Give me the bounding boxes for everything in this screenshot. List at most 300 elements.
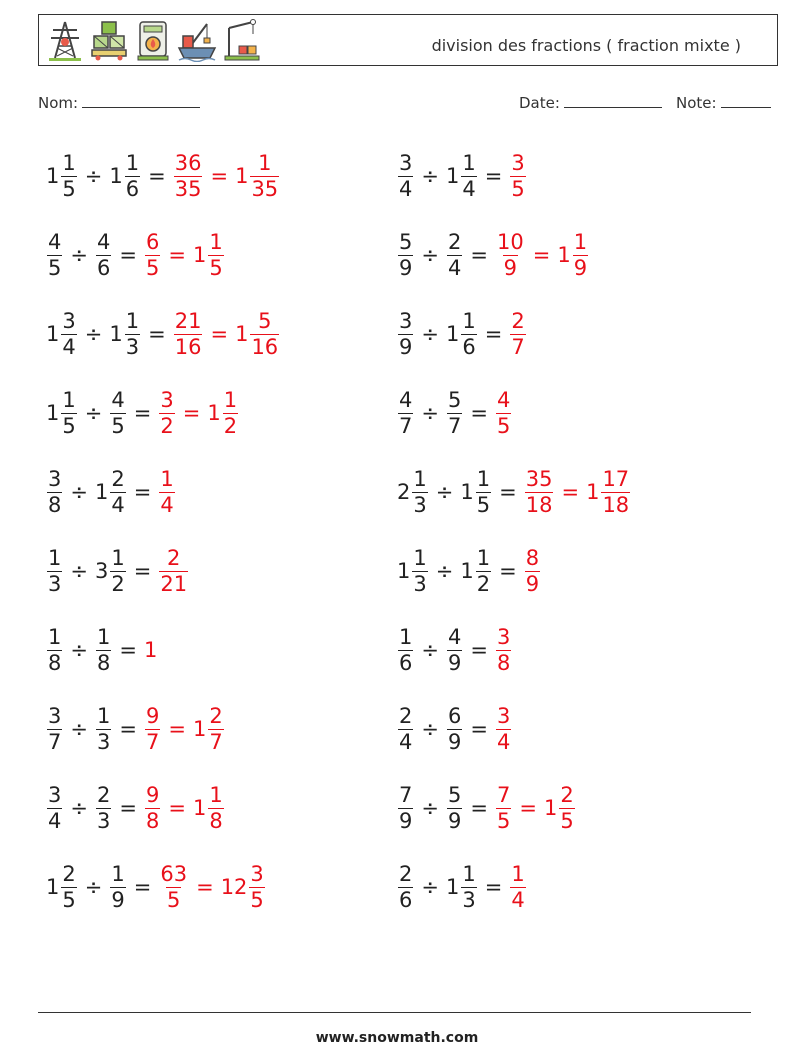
divisor-denominator: 6 bbox=[125, 176, 140, 201]
divisor-denominator: 8 bbox=[96, 650, 111, 675]
answer-improper-numerator: 3 bbox=[511, 151, 525, 176]
answer-improper-denominator: 16 bbox=[174, 334, 202, 359]
answer-improper-denominator: 5 bbox=[145, 255, 160, 280]
divide-sign: ÷ bbox=[84, 401, 103, 425]
divisor-numerator: 4 bbox=[96, 230, 111, 255]
divisor-numerator: 5 bbox=[447, 783, 462, 808]
problem-item bbox=[46, 620, 157, 680]
answer-mixed-fraction bbox=[601, 468, 630, 515]
answer-improper-denominator: 7 bbox=[511, 334, 525, 359]
answer-mixed-fraction bbox=[573, 231, 588, 278]
divide-sign: ÷ bbox=[421, 401, 439, 425]
dividend-denominator: 7 bbox=[48, 729, 62, 754]
answer-mixed-whole: 1 bbox=[207, 401, 221, 425]
dividend-denominator: 8 bbox=[48, 650, 62, 675]
divisor-numerator: 2 bbox=[447, 230, 462, 255]
divisor-denominator: 3 bbox=[462, 887, 476, 912]
answer-mixed-whole: 1 bbox=[557, 243, 571, 267]
dividend-fraction bbox=[398, 784, 413, 831]
answer-equals-sign: = bbox=[519, 796, 537, 820]
dividend-whole: 2 bbox=[397, 480, 411, 504]
dividend-numerator: 3 bbox=[399, 151, 413, 176]
grade-line[interactable] bbox=[721, 93, 771, 108]
answer-improper-numerator: 4 bbox=[496, 388, 511, 413]
equals-sign: = bbox=[499, 480, 517, 504]
answer-equals-sign: = bbox=[561, 480, 580, 504]
problem-item bbox=[46, 778, 225, 838]
divisor-denominator: 3 bbox=[96, 808, 111, 833]
answer-mixed-fraction bbox=[559, 784, 574, 831]
dividend-fraction bbox=[398, 231, 413, 278]
dividend-fraction bbox=[398, 626, 413, 673]
dividend-fraction bbox=[398, 389, 413, 436]
answer-mixed-whole: 1 bbox=[192, 717, 207, 741]
dividend-numerator: 3 bbox=[48, 467, 62, 492]
answer-improper-fraction bbox=[145, 231, 160, 278]
divisor-numerator: 4 bbox=[447, 625, 462, 650]
answer-equals-sign: = bbox=[168, 243, 186, 267]
answer-mixed-whole: 1 bbox=[586, 480, 600, 504]
answer-mixed-numerator: 17 bbox=[602, 467, 630, 492]
divisor-numerator: 1 bbox=[111, 546, 125, 571]
answer-improper-numerator: 8 bbox=[525, 546, 540, 571]
answer-improper-fraction bbox=[159, 389, 174, 436]
date-field[interactable] bbox=[519, 93, 662, 112]
cargo-crates-icon bbox=[89, 18, 129, 62]
answer-mixed-denominator: 2 bbox=[223, 413, 238, 438]
dividend-numerator: 2 bbox=[62, 862, 76, 887]
dividend-numerator: 1 bbox=[413, 467, 427, 492]
divisor-numerator: 4 bbox=[111, 388, 125, 413]
divisor-numerator: 2 bbox=[96, 783, 111, 808]
divide-sign: ÷ bbox=[421, 322, 439, 346]
divisor-numerator: 1 bbox=[462, 862, 476, 887]
divisor-whole: 3 bbox=[94, 559, 109, 583]
equals-sign: = bbox=[119, 638, 137, 662]
name-label: Nom: bbox=[38, 94, 79, 112]
dividend-numerator: 4 bbox=[399, 388, 413, 413]
answer-improper-denominator: 21 bbox=[160, 571, 188, 596]
fuel-tank-icon bbox=[133, 18, 173, 62]
answer-mixed-fraction bbox=[223, 389, 238, 436]
date-line[interactable] bbox=[564, 93, 662, 108]
answer-improper-denominator: 8 bbox=[496, 650, 511, 675]
answer-equals-sign: = bbox=[210, 322, 229, 346]
dividend-denominator: 4 bbox=[48, 808, 62, 833]
answer-improper-numerator: 35 bbox=[525, 467, 553, 492]
dividend-denominator: 3 bbox=[48, 571, 62, 596]
name-field[interactable] bbox=[38, 93, 200, 112]
divisor-numerator: 1 bbox=[462, 309, 476, 334]
divisor-denominator: 4 bbox=[447, 255, 462, 280]
dividend-whole: 1 bbox=[46, 164, 60, 188]
dividend-denominator: 9 bbox=[399, 334, 413, 359]
divisor-fraction bbox=[125, 310, 140, 357]
equals-sign: = bbox=[133, 480, 152, 504]
answer-mixed-whole: 1 bbox=[192, 243, 207, 267]
answer-mixed-numerator: 2 bbox=[560, 783, 574, 808]
answer-improper-denominator: 4 bbox=[511, 887, 525, 912]
divisor-fraction bbox=[461, 310, 476, 357]
answer-mixed-fraction bbox=[208, 784, 223, 831]
equals-sign: = bbox=[470, 401, 488, 425]
dividend-denominator: 6 bbox=[399, 650, 413, 675]
answer-improper-denominator: 2 bbox=[160, 413, 174, 438]
dividend-whole: 1 bbox=[397, 559, 411, 583]
answer-improper-numerator: 9 bbox=[145, 783, 160, 808]
answer-improper-denominator: 5 bbox=[496, 808, 511, 833]
answer-improper-fraction bbox=[496, 705, 511, 752]
answer-mixed-numerator: 3 bbox=[250, 862, 264, 887]
equals-sign: = bbox=[133, 401, 152, 425]
answer-improper-numerator: 36 bbox=[174, 151, 202, 176]
answer-improper-fraction bbox=[159, 468, 174, 515]
answer-improper-denominator: 35 bbox=[174, 176, 202, 201]
date-label: Date: bbox=[519, 94, 560, 112]
dividend-numerator: 3 bbox=[399, 309, 413, 334]
divisor-denominator: 2 bbox=[476, 571, 491, 596]
divisor-fraction bbox=[447, 705, 462, 752]
answer-mixed-fraction bbox=[208, 705, 223, 752]
answer-improper-fraction bbox=[496, 784, 511, 831]
divisor-numerator: 1 bbox=[125, 151, 140, 176]
equals-sign: = bbox=[484, 164, 503, 188]
problem-item bbox=[397, 225, 589, 285]
answer-improper-numerator: 7 bbox=[496, 783, 511, 808]
dividend-fraction bbox=[61, 863, 76, 910]
answer-improper-fraction bbox=[496, 389, 511, 436]
divide-sign: ÷ bbox=[421, 875, 439, 899]
answer-equals-sign: = bbox=[168, 717, 186, 741]
problem-item bbox=[46, 541, 189, 601]
dividend-numerator: 3 bbox=[48, 783, 62, 808]
divisor-fraction bbox=[447, 389, 462, 436]
answer-mixed-denominator: 9 bbox=[573, 255, 588, 280]
answer-improper-numerator: 6 bbox=[145, 230, 160, 255]
answer-mixed-denominator: 8 bbox=[209, 808, 223, 833]
divisor-fraction bbox=[96, 626, 111, 673]
divisor-fraction bbox=[125, 152, 140, 199]
divisor-denominator: 9 bbox=[447, 650, 462, 675]
problem-item bbox=[46, 146, 280, 206]
divisor-numerator: 6 bbox=[447, 704, 462, 729]
problem-item bbox=[397, 620, 512, 680]
divide-sign: ÷ bbox=[84, 164, 103, 188]
divisor-whole: 1 bbox=[94, 480, 109, 504]
divide-sign: ÷ bbox=[84, 322, 103, 346]
dividend-fraction bbox=[398, 863, 413, 910]
dividend-denominator: 7 bbox=[399, 413, 413, 438]
divisor-numerator: 1 bbox=[96, 704, 111, 729]
dividend-whole: 1 bbox=[46, 401, 60, 425]
answer-improper-fraction bbox=[525, 468, 554, 515]
answer-improper-numerator: 21 bbox=[174, 309, 202, 334]
answer-mixed-denominator: 35 bbox=[251, 176, 279, 201]
answer-improper-fraction bbox=[525, 547, 540, 594]
answer-mixed-fraction bbox=[250, 152, 279, 199]
divide-sign: ÷ bbox=[421, 164, 439, 188]
dividend-numerator: 7 bbox=[399, 783, 413, 808]
problem-item bbox=[397, 304, 527, 364]
answer-equals-sign: = bbox=[182, 401, 201, 425]
dividend-numerator: 3 bbox=[62, 309, 76, 334]
grade-label: Note: bbox=[676, 94, 717, 112]
dividend-denominator: 5 bbox=[62, 413, 76, 438]
divisor-numerator: 5 bbox=[447, 388, 462, 413]
divisor-fraction bbox=[96, 784, 111, 831]
answer-improper-denominator: 5 bbox=[167, 887, 181, 912]
divisor-fraction bbox=[110, 863, 125, 910]
dividend-fraction bbox=[47, 784, 62, 831]
equals-sign: = bbox=[470, 638, 488, 662]
problem-item bbox=[397, 699, 512, 759]
answer-improper-fraction bbox=[145, 784, 160, 831]
answer-improper-denominator: 9 bbox=[525, 571, 540, 596]
answer-equals-sign: = bbox=[210, 164, 229, 188]
answer-mixed-whole: 1 bbox=[192, 796, 207, 820]
divisor-whole: 1 bbox=[109, 164, 123, 188]
problem-item bbox=[46, 462, 176, 522]
dividend-denominator: 3 bbox=[413, 571, 427, 596]
problem-item bbox=[397, 146, 527, 206]
divisor-denominator: 9 bbox=[447, 729, 462, 754]
answer-improper-fraction bbox=[159, 547, 188, 594]
answer-mixed-numerator: 5 bbox=[258, 309, 272, 334]
answer-equals-sign: = bbox=[168, 796, 186, 820]
problem-item bbox=[46, 304, 280, 364]
answer-improper-numerator: 1 bbox=[511, 862, 525, 887]
answer-mixed-denominator: 18 bbox=[602, 492, 630, 517]
dividend-fraction bbox=[61, 152, 76, 199]
divide-sign: ÷ bbox=[84, 875, 103, 899]
dividend-denominator: 4 bbox=[399, 729, 413, 754]
divisor-fraction bbox=[461, 863, 476, 910]
divisor-denominator: 7 bbox=[447, 413, 462, 438]
divisor-fraction bbox=[476, 468, 491, 515]
answer-whole: 1 bbox=[143, 638, 158, 662]
name-line[interactable] bbox=[82, 93, 200, 108]
equals-sign: = bbox=[119, 717, 137, 741]
answer-mixed-whole: 1 bbox=[235, 164, 249, 188]
answer-improper-numerator: 1 bbox=[160, 467, 174, 492]
divisor-fraction bbox=[447, 784, 462, 831]
dividend-whole: 1 bbox=[46, 875, 60, 899]
divisor-numerator: 2 bbox=[111, 467, 125, 492]
answer-improper-fraction bbox=[496, 231, 525, 278]
divisor-whole: 1 bbox=[445, 875, 460, 899]
crane-ship-icon bbox=[177, 18, 217, 62]
answer-improper-denominator: 9 bbox=[503, 255, 518, 280]
divisor-numerator: 1 bbox=[476, 546, 491, 571]
divisor-numerator: 1 bbox=[476, 467, 491, 492]
dividend-denominator: 9 bbox=[399, 255, 413, 280]
answer-mixed-numerator: 1 bbox=[209, 783, 223, 808]
answer-improper-fraction bbox=[174, 310, 203, 357]
footer-url: www.snowmath.com bbox=[315, 1030, 479, 1046]
divide-sign: ÷ bbox=[435, 480, 454, 504]
answer-improper-fraction bbox=[510, 152, 525, 199]
grade-field[interactable] bbox=[676, 93, 771, 112]
divisor-numerator: 1 bbox=[125, 309, 140, 334]
divide-sign: ÷ bbox=[70, 243, 88, 267]
answer-mixed-whole: 1 bbox=[543, 796, 558, 820]
divide-sign: ÷ bbox=[421, 796, 439, 820]
divisor-denominator: 9 bbox=[447, 808, 462, 833]
divisor-whole: 1 bbox=[445, 322, 460, 346]
divisor-denominator: 3 bbox=[125, 334, 140, 359]
divide-sign: ÷ bbox=[70, 717, 88, 741]
answer-improper-fraction bbox=[510, 863, 525, 910]
dividend-numerator: 2 bbox=[399, 862, 413, 887]
answer-improper-denominator: 4 bbox=[496, 729, 511, 754]
answer-improper-fraction bbox=[510, 310, 525, 357]
problem-item bbox=[46, 225, 225, 285]
dividend-denominator: 5 bbox=[62, 887, 76, 912]
divisor-denominator: 5 bbox=[476, 492, 491, 517]
dividend-denominator: 3 bbox=[413, 492, 427, 517]
divide-sign: ÷ bbox=[70, 638, 88, 662]
answer-equals-sign: = bbox=[532, 243, 551, 267]
problem-item bbox=[46, 857, 266, 917]
answer-mixed-fraction bbox=[250, 310, 279, 357]
divisor-fraction bbox=[110, 468, 125, 515]
answer-improper-denominator: 5 bbox=[511, 176, 525, 201]
divide-sign: ÷ bbox=[70, 796, 88, 820]
problem-item bbox=[397, 541, 541, 601]
dividend-fraction bbox=[47, 231, 62, 278]
equals-sign: = bbox=[499, 559, 517, 583]
answer-mixed-denominator: 16 bbox=[251, 334, 279, 359]
answer-mixed-fraction bbox=[208, 231, 223, 278]
answer-mixed-numerator: 1 bbox=[258, 151, 272, 176]
divisor-whole: 1 bbox=[445, 164, 460, 188]
answer-improper-numerator: 3 bbox=[496, 704, 511, 729]
problem-item bbox=[397, 462, 631, 522]
dividend-denominator: 4 bbox=[62, 334, 76, 359]
answer-improper-denominator: 7 bbox=[145, 729, 160, 754]
dividend-numerator: 1 bbox=[48, 546, 62, 571]
equals-sign: = bbox=[470, 717, 488, 741]
divide-sign: ÷ bbox=[70, 559, 88, 583]
dividend-whole: 1 bbox=[46, 322, 60, 346]
dividend-numerator: 1 bbox=[62, 151, 76, 176]
dividend-denominator: 6 bbox=[399, 887, 413, 912]
answer-mixed-denominator: 7 bbox=[209, 729, 223, 754]
answer-mixed-denominator: 5 bbox=[560, 808, 574, 833]
answer-improper-denominator: 18 bbox=[525, 492, 553, 517]
answer-mixed-denominator: 5 bbox=[250, 887, 264, 912]
answer-improper-fraction bbox=[496, 626, 511, 673]
dividend-numerator: 5 bbox=[399, 230, 413, 255]
dividend-denominator: 8 bbox=[48, 492, 62, 517]
dividend-numerator: 3 bbox=[48, 704, 62, 729]
answer-improper-denominator: 5 bbox=[496, 413, 511, 438]
equals-sign: = bbox=[119, 796, 137, 820]
dividend-fraction bbox=[47, 705, 62, 752]
divisor-denominator: 9 bbox=[111, 887, 125, 912]
divisor-denominator: 6 bbox=[462, 334, 476, 359]
dividend-fraction bbox=[47, 468, 62, 515]
footer-divider bbox=[38, 1012, 751, 1013]
divisor-denominator: 5 bbox=[111, 413, 125, 438]
equals-sign: = bbox=[470, 243, 488, 267]
divisor-fraction bbox=[96, 705, 111, 752]
dividend-denominator: 4 bbox=[399, 176, 413, 201]
answer-mixed-numerator: 1 bbox=[573, 230, 588, 255]
dividend-numerator: 1 bbox=[399, 625, 413, 650]
answer-improper-numerator: 10 bbox=[496, 230, 524, 255]
dividend-fraction bbox=[61, 310, 76, 357]
equals-sign: = bbox=[119, 243, 137, 267]
divisor-fraction bbox=[110, 389, 125, 436]
divisor-whole: 1 bbox=[460, 559, 474, 583]
problem-item bbox=[46, 383, 239, 443]
gantry-crane-icon bbox=[221, 18, 261, 62]
divisor-numerator: 1 bbox=[111, 862, 125, 887]
problem-item bbox=[397, 383, 512, 443]
divisor-numerator: 1 bbox=[462, 151, 476, 176]
dividend-numerator: 4 bbox=[48, 230, 62, 255]
answer-improper-numerator: 2 bbox=[511, 309, 525, 334]
dividend-fraction bbox=[412, 547, 427, 594]
equals-sign: = bbox=[133, 875, 152, 899]
divisor-denominator: 3 bbox=[96, 729, 111, 754]
answer-mixed-whole: 12 bbox=[220, 875, 248, 899]
dividend-fraction bbox=[398, 310, 413, 357]
dividend-fraction bbox=[61, 389, 76, 436]
equals-sign: = bbox=[484, 322, 503, 346]
divisor-denominator: 4 bbox=[462, 176, 476, 201]
header-box bbox=[38, 14, 778, 66]
answer-improper-numerator: 2 bbox=[167, 546, 181, 571]
divisor-fraction bbox=[461, 152, 476, 199]
answer-improper-numerator: 3 bbox=[160, 388, 174, 413]
answer-improper-fraction bbox=[145, 705, 160, 752]
answer-mixed-numerator: 1 bbox=[209, 230, 223, 255]
dividend-fraction bbox=[412, 468, 427, 515]
answer-improper-numerator: 63 bbox=[160, 862, 188, 887]
answer-mixed-denominator: 5 bbox=[209, 255, 223, 280]
divisor-fraction bbox=[447, 626, 462, 673]
divisor-denominator: 2 bbox=[111, 571, 125, 596]
answer-equals-sign: = bbox=[196, 875, 214, 899]
equals-sign: = bbox=[470, 796, 488, 820]
divide-sign: ÷ bbox=[435, 559, 454, 583]
header-icons bbox=[45, 18, 261, 62]
transmission-tower-icon bbox=[45, 18, 85, 62]
divide-sign: ÷ bbox=[421, 243, 439, 267]
problem-item bbox=[397, 778, 576, 838]
dividend-numerator: 1 bbox=[413, 546, 427, 571]
worksheet-title: division des fractions ( fraction mixte ) bbox=[431, 36, 741, 55]
divide-sign: ÷ bbox=[70, 480, 88, 504]
divisor-fraction bbox=[110, 547, 125, 594]
divisor-fraction bbox=[476, 547, 491, 594]
equals-sign: = bbox=[148, 164, 166, 188]
answer-mixed-whole: 1 bbox=[235, 322, 249, 346]
answer-improper-numerator: 9 bbox=[145, 704, 160, 729]
answer-improper-denominator: 8 bbox=[145, 808, 160, 833]
dividend-numerator: 2 bbox=[399, 704, 413, 729]
answer-mixed-numerator: 1 bbox=[223, 388, 238, 413]
dividend-denominator: 5 bbox=[48, 255, 62, 280]
divisor-numerator: 1 bbox=[96, 625, 111, 650]
divisor-denominator: 6 bbox=[96, 255, 111, 280]
divisor-fraction bbox=[447, 231, 462, 278]
divisor-fraction bbox=[96, 231, 111, 278]
answer-improper-numerator: 3 bbox=[496, 625, 511, 650]
answer-improper-fraction bbox=[174, 152, 203, 199]
